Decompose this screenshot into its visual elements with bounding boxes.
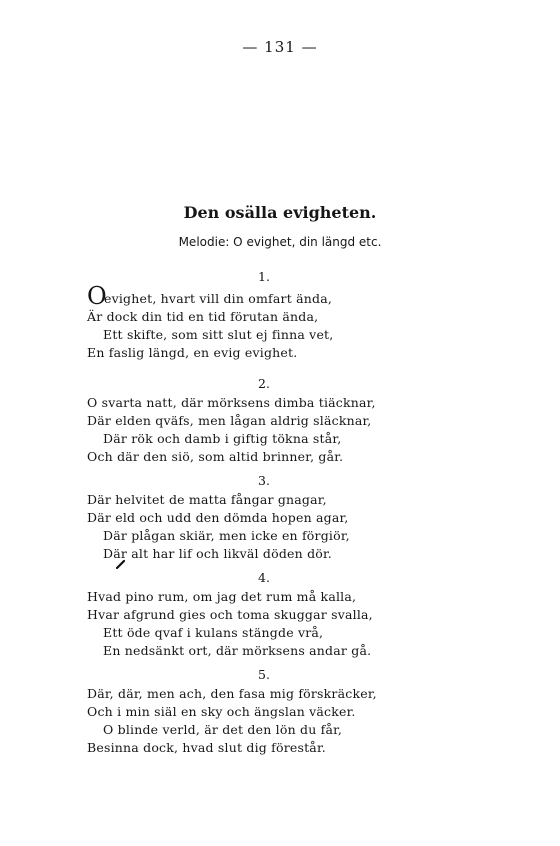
- stanza-2: [87, 394, 527, 466]
- stanza-line: Där helvitet de matta fångar gnagar,: [87, 492, 327, 507]
- stanza-line: Där plågan skiär, men icke en förgiör,: [103, 528, 350, 543]
- melody-note: Melodie: O evighet, din längd etc.: [178, 235, 382, 249]
- stanza-line: En nedsänkt ort, där mörksens andar gå.: [103, 643, 372, 658]
- drop-cap: O: [87, 282, 107, 310]
- stanza-number-5: 5.: [258, 667, 270, 682]
- stanza-line: O svarta natt, där mörksens dimba tiäcknar,: [87, 395, 376, 410]
- stanza-1: [87, 282, 527, 362]
- stanza-line: En faslig längd, en evig evighet.: [87, 345, 298, 360]
- stanza-line: O blinde verld, är det den lön du får,: [103, 722, 343, 737]
- stanza-line: Besinna dock, hvad slut dig förestår.: [87, 740, 326, 755]
- stanza-line: Och där den siö, som altid brinner, går.: [87, 449, 344, 464]
- stanza-number-4: 4.: [258, 570, 270, 585]
- stanza-5: [87, 685, 527, 757]
- stanza-number-2: 2.: [258, 376, 270, 391]
- stanza-number-1: 1.: [258, 269, 270, 284]
- poem-title: Den osälla evigheten.: [183, 203, 377, 222]
- stanza-4: [87, 588, 527, 660]
- stanza-line: [87, 282, 527, 310]
- stanza-line: Ett öde qvaf i kulans stängde vrå,: [103, 625, 324, 640]
- stanza-line: Där eld och udd den dömda hopen agar,: [87, 510, 349, 525]
- stanza-line: Hvad pino rum, om jag det rum må kalla,: [87, 589, 357, 604]
- ink-mark: [116, 559, 126, 569]
- stanza-line: Är dock din tid en tid förutan ända,: [87, 309, 319, 324]
- stanza-line: Hvar afgrund gies och toma skuggar svalla,: [87, 607, 373, 622]
- stanza-line: Där alt har lif och likväl döden dör.: [103, 546, 332, 561]
- stanza-line: Och i min siäl en sky och ängslan väcker.: [87, 704, 356, 719]
- stanza-3: [87, 491, 527, 563]
- page-number: — 131 —: [242, 38, 318, 56]
- stanza-line: Där, där, men ach, den fasa mig förskräcker,: [87, 686, 377, 701]
- stanza-line: Där rök och damb i giftig tökna står,: [103, 431, 342, 446]
- stanza-number-3: 3.: [258, 473, 270, 488]
- stanza-line: Där elden qväfs, men lågan aldrig släcknar,: [87, 413, 372, 428]
- stanza-line: Ett skifte, som sitt slut ej finna vet,: [103, 327, 334, 342]
- stanza-line-text: evighet, hvart vill din omfart ända,: [104, 291, 333, 306]
